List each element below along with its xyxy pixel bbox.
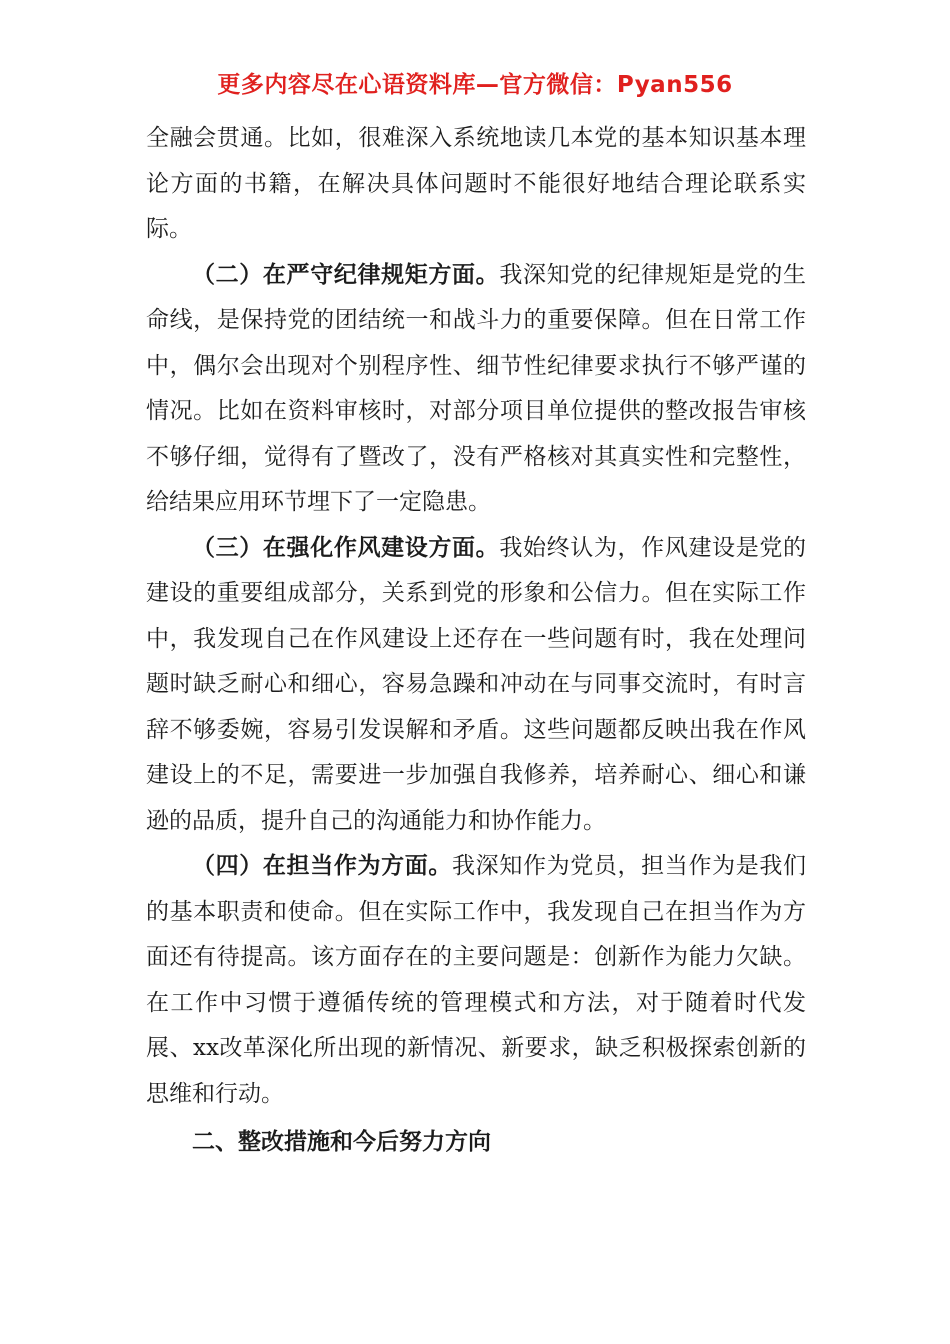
- document-body: [146, 116, 806, 1166]
- paragraph-lead: （三）在强化作风建设方面。: [192, 534, 500, 561]
- paragraph-lead: （二）在严守纪律规矩方面。: [192, 261, 500, 288]
- paragraph-text: 我深知党的纪律规矩是党的生命线，是保持党的团结统一和战斗力的重要保障。但在日常工作中，偶尔会出现对个别程序性、细节性纪律要求执行不够严谨的情况。比如在资料审核时，对部分项目单位提供的整改报告审核不够仔细，觉得有了暨改了，没有严格核对其真实性和完整性，给结果应用环节埋下了一定隐患。: [146, 261, 807, 515]
- paragraph-lead: （四）在担当作为方面。: [192, 853, 453, 879]
- paragraph-text: 我始终认为，作风建设是党的建设的重要组成部分，关系到党的形象和公信力。但在实际工作中，我发现自己在作风建设上还存在一些问题有时，我在处理问题时缺乏耐心和细心，容易急躁和冲动在与同事交流时，有时言辞不够委婉，容易引发误解和矛盾。这些问题都反映出我在作风建设上的不足，需要进一步加强自我修养，培养耐心、细心和谦逊的品质，提升自己的沟通能力和协作能力。: [146, 534, 807, 834]
- paragraph-text: 全融会贯通。比如，很难深入系统地读几本党的基本知识基本理论方面的书籍，在解决具体问题时不能很好地结合理论联系实际。: [146, 125, 806, 242]
- paragraph-work-style: [146, 526, 806, 845]
- section-heading: 二、整改措施和今后努力方向: [192, 1129, 491, 1155]
- paragraph-discipline: [146, 253, 806, 526]
- paragraph-continuation: [146, 116, 806, 253]
- paragraph-text: 我深知作为党员，担当作为是我们的基本职责和使命。但在实际工作中，我发现自己在担当作为方面还有待提高。该方面存在的主要问题是：创新作为能力欠缺。在工作中习惯于遵循传统的管理模式和方法，对于随着时代发展、xx改革深化所出现的新情况、新要求，缺乏积极探索创新的思维和行动。: [146, 853, 807, 1107]
- paragraph-responsibility: [146, 844, 806, 1117]
- watermark-banner: 更多内容尽在心语资料库—官方微信：Pyan556: [217, 72, 733, 98]
